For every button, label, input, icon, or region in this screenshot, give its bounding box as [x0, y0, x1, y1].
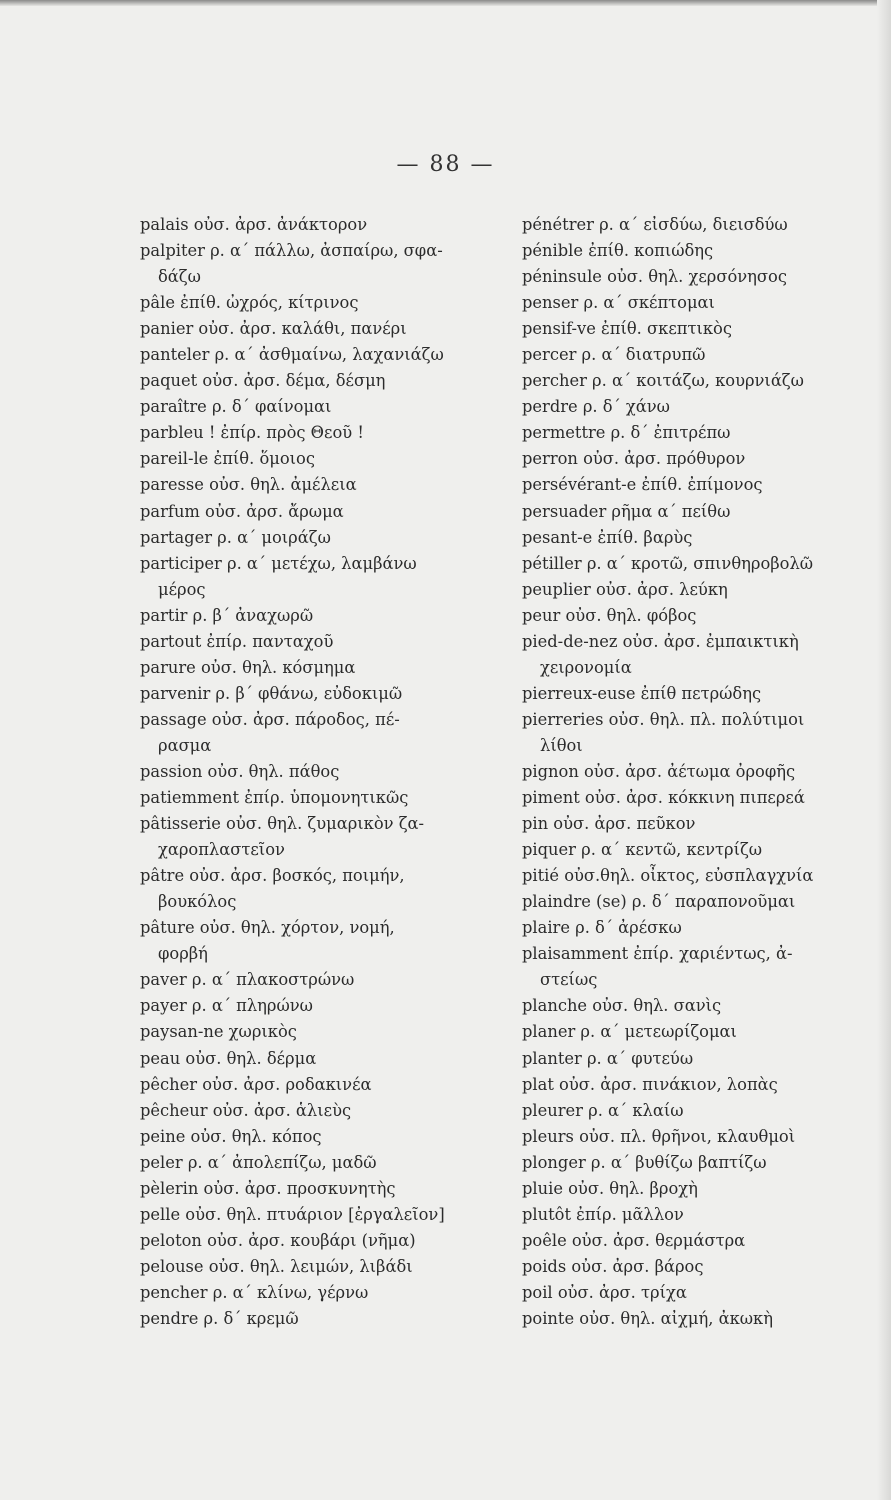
dictionary-entry: paresse οὐσ. θηλ. ἀμέλεια: [140, 475, 357, 495]
dictionary-entry: plutôt ἐπίρ. μᾶλλον: [522, 1204, 684, 1224]
dictionary-entry: participer ρ. α΄ μετέχω, λαμβάνω: [140, 553, 417, 573]
dictionary-entry: péninsule οὐσ. θηλ. χερσόνησος: [522, 267, 787, 287]
dictionary-entry: planer ρ. α΄ μετεωρίζομαι: [522, 1022, 737, 1042]
dictionary-entry: pêcheur οὐσ. ἀρσ. ἁλιεὺς: [140, 1100, 352, 1120]
dictionary-entry: pointe οὐσ. θηλ. αἰχμή, ἀκωκὴ: [522, 1308, 773, 1328]
dictionary-entry: pelle οὐσ. θηλ. πτυάριον [ἐργαλεῖον]: [140, 1204, 445, 1224]
entry-continuation: φορβή: [158, 944, 208, 964]
dictionary-entry: peur οὐσ. θηλ. φόβος: [522, 605, 697, 625]
dictionary-entry: pétiller ρ. α΄ κροτῶ, σπινθηροβολῶ: [522, 553, 814, 573]
dictionary-entry: poids οὐσ. ἀρσ. βάρος: [522, 1256, 704, 1276]
dictionary-entry: panteler ρ. α΄ ἀσθμαίνω, λαχανιάζω: [140, 345, 444, 365]
dictionary-entry: paysan-ne χωρικὸς: [140, 1022, 297, 1042]
dictionary-entry: pareil-le ἐπίθ. ὅμοιος: [140, 449, 315, 469]
dictionary-entry: planter ρ. α΄ φυτεύω: [522, 1048, 694, 1068]
dictionary-entry: peuplier οὐσ. ἀρσ. λεύκη: [522, 579, 728, 599]
dictionary-entry: pied-de-nez οὐσ. ἀρσ. ἐμπαικτικὴ: [522, 631, 799, 651]
dictionary-entry: paver ρ. α΄ πλακοστρώνω: [140, 970, 355, 990]
dictionary-entry: peler ρ. α΄ ἀπολεπίζω, μαδῶ: [140, 1152, 377, 1172]
dictionary-entry: plaindre (se) ρ. δ΄ παραπονοῦμαι: [522, 892, 796, 912]
dictionary-entry: payer ρ. α΄ πληρώνω: [140, 996, 313, 1016]
dictionary-entry: pèlerin οὐσ. ἀρσ. προσκυνητὴς: [140, 1178, 396, 1198]
dictionary-entry: plat οὐσ. ἀρσ. πινάκιον, λοπὰς: [522, 1074, 778, 1094]
dictionary-entry: pêcher οὐσ. ἀρσ. ροδακινέα: [140, 1074, 372, 1094]
right-column: [522, 212, 872, 1332]
dictionary-entry: persuader ρῆμα α΄ πείθω: [522, 501, 731, 521]
entry-continuation: χειρονομία: [540, 657, 632, 677]
dictionary-entry: pâture οὐσ. θηλ. χόρτον, νομή,: [140, 918, 395, 938]
dictionary-entry: patiemment ἐπίρ. ὑπομονητικῶς: [140, 788, 409, 808]
dictionary-entry: panier οὐσ. ἀρσ. καλάθι, πανέρι: [140, 319, 407, 339]
dictionary-entry: pencher ρ. α΄ κλίνω, γέρνω: [140, 1282, 369, 1302]
dictionary-entry: peau οὐσ. θηλ. δέρμα: [140, 1048, 317, 1068]
dictionary-entry: pâtre οὐσ. ἀρσ. βοσκός, ποιμήν,: [140, 866, 405, 886]
dictionary-entry: percer ρ. α΄ διατρυπῶ: [522, 345, 706, 365]
dictionary-entry: palpiter ρ. α΄ πάλλω, ἀσπαίρω, σφα-: [140, 241, 443, 261]
dictionary-entry: partager ρ. α΄ μοιράζω: [140, 527, 331, 547]
dictionary-entry: pénible ἐπίθ. κοπιώδης: [522, 241, 714, 261]
dictionary-entry: parbleu ! ἐπίρ. πρὸς Θεοῦ !: [140, 423, 364, 443]
dictionary-entry: poil οὐσ. ἀρσ. τρίχα: [522, 1282, 687, 1302]
dictionary-entry: pignon οὐσ. ἀρσ. ἀέτωμα ὀροφῆς: [522, 761, 796, 781]
dictionary-entry: pierreries οὐσ. θηλ. πλ. πολύτιμοι: [522, 709, 805, 729]
dictionary-entry: pin οὐσ. ἀρσ. πεῦκον: [522, 814, 696, 834]
dictionary-entry: passion οὐσ. θηλ. πάθος: [140, 761, 340, 781]
dictionary-entry: penser ρ. α΄ σκέπτομαι: [522, 293, 715, 313]
dictionary-entry: pâtisserie οὐσ. θηλ. ζυμαρικὸν ζα-: [140, 814, 425, 834]
dictionary-entry: perron οὐσ. ἀρσ. πρόθυρον: [522, 449, 746, 469]
dictionary-entry: pitié οὐσ.θηλ. οἶκτος, εὐσπλαγχνία: [522, 866, 814, 886]
entry-continuation: στείως: [540, 970, 598, 990]
entry-continuation: χαροπλαστεῖον: [158, 840, 285, 860]
dictionary-entry: plaisamment ἐπίρ. χαριέντως, ἀ-: [522, 944, 793, 964]
dictionary-entry: pluie οὐσ. θηλ. βροχὴ: [522, 1178, 698, 1198]
dictionary-entry: pendre ρ. δ΄ κρεμῶ: [140, 1308, 299, 1328]
dictionary-entry: partir ρ. β΄ ἀναχωρῶ: [140, 605, 314, 625]
dictionary-entry: poêle οὐσ. ἀρσ. θερμάστρα: [522, 1230, 746, 1250]
entry-continuation: βουκόλος: [158, 892, 237, 912]
dictionary-entry: partout ἐπίρ. πανταχοῦ: [140, 631, 334, 651]
entry-continuation: ρασμα: [158, 735, 212, 755]
dictionary-entry: piquer ρ. α΄ κεντῶ, κεντρίζω: [522, 840, 763, 860]
dictionary-entry: percher ρ. α΄ κοιτάζω, κουρνιάζω: [522, 371, 804, 391]
entry-continuation: μέρος: [158, 579, 206, 599]
dictionary-entry: plonger ρ. α΄ βυθίζω βαπτίζω: [522, 1152, 767, 1172]
dictionary-entry: piment οὐσ. ἀρσ. κόκκινη πιπερεά: [522, 788, 805, 808]
dictionary-entry: pesant-e ἐπίθ. βαρὺς: [522, 527, 693, 547]
dictionary-entry: parfum οὐσ. ἀρσ. ἄρωμα: [140, 501, 344, 521]
dictionary-entry: pleurs οὐσ. πλ. θρῆνοι, κλαυθμοὶ: [522, 1126, 796, 1146]
dictionary-entry: pénétrer ρ. α΄ εἰσδύω, διεισδύω: [522, 215, 788, 234]
dictionary-entry: plaire ρ. δ΄ ἀρέσκω: [522, 918, 682, 938]
dictionary-entry: palais οὐσ. ἀρσ. ἀνάκτορον: [140, 215, 368, 234]
entry-continuation: λίθοι: [540, 735, 583, 755]
dictionary-entry: paraître ρ. δ΄ φαίνομαι: [140, 397, 332, 417]
page-number: — 88 —: [396, 152, 495, 177]
dictionary-entry: pelouse οὐσ. θηλ. λειμών, λιβάδι: [140, 1256, 413, 1276]
scan-top-edge: [0, 0, 891, 6]
dictionary-entry: parvenir ρ. β΄ φθάνω, εὐδοκιμῶ: [140, 683, 403, 703]
dictionary-entry: passage οὐσ. ἀρσ. πάροδος, πέ-: [140, 709, 400, 729]
dictionary-entry: persévérant-e ἐπίθ. ἐπίμονος: [522, 475, 763, 495]
scan-right-edge: [877, 0, 891, 1500]
left-column: [140, 212, 486, 1332]
dictionary-entry: peloton οὐσ. ἀρσ. κουβάρι (νῆμα): [140, 1230, 416, 1250]
dictionary-entry: parure οὐσ. θηλ. κόσμημα: [140, 657, 356, 677]
dictionary-entry: pensif-ve ἐπίθ. σκεπτικὸς: [522, 319, 732, 339]
dictionary-entry: pleurer ρ. α΄ κλαίω: [522, 1100, 684, 1120]
dictionary-entry: pâle ἐπίθ. ὠχρός, κίτρινος: [140, 293, 359, 313]
dictionary-entry: planche οὐσ. θηλ. σανὶς: [522, 996, 722, 1016]
dictionary-entry: pierreux-euse ἐπίθ πετρώδης: [522, 683, 762, 703]
dictionary-entry: perdre ρ. δ΄ χάνω: [522, 397, 670, 417]
dictionary-entry: paquet οὐσ. ἀρσ. δέμα, δέσμη: [140, 371, 386, 391]
entry-continuation: δάζω: [158, 267, 201, 287]
dictionary-entry: permettre ρ. δ΄ ἐπιτρέπω: [522, 423, 731, 443]
dictionary-entry: peine οὐσ. θηλ. κόπος: [140, 1126, 322, 1146]
